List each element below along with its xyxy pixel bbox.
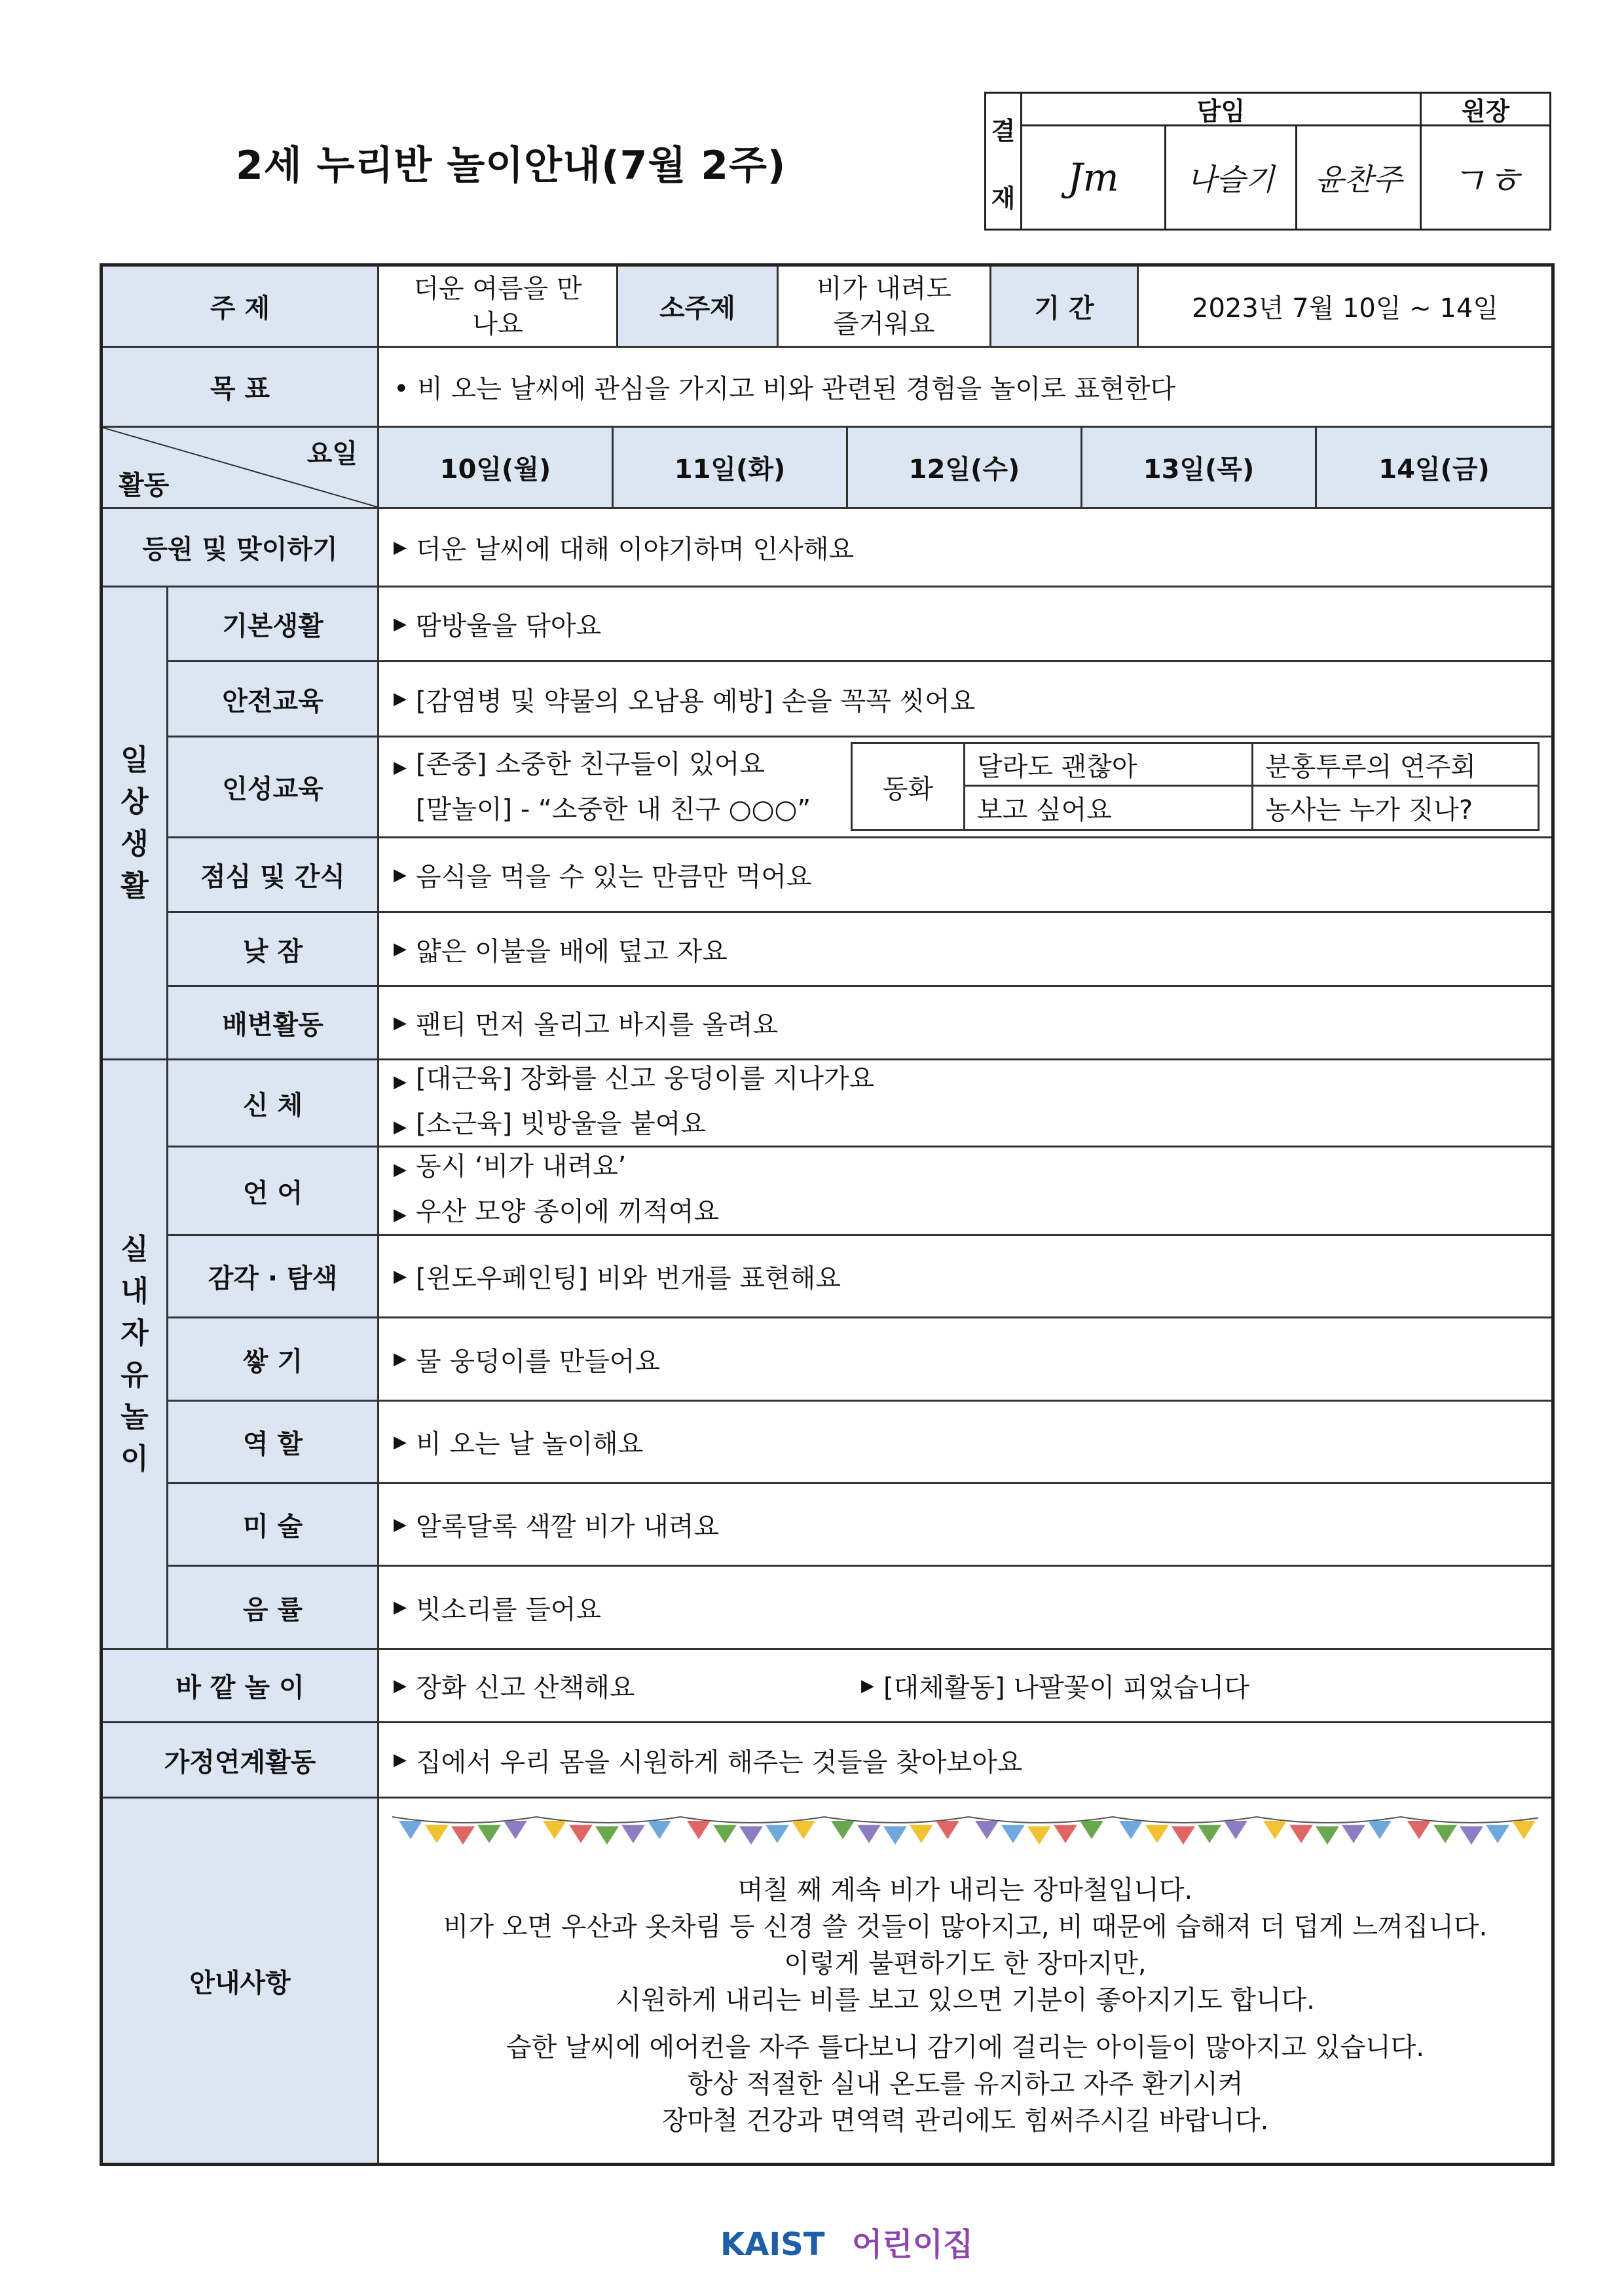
notice-line: 며칠 째 계속 비가 내리는 장마철입니다. (737, 1875, 1193, 1905)
page-title: 2세 누리반 놀이안내(7월 2주) (236, 143, 786, 189)
music-activity: ▶ 빗소리를 들어요 (379, 1567, 1551, 1650)
goal-label: 목 표 (103, 348, 379, 428)
bunting-flag (1119, 1821, 1143, 1839)
blocks-label: 쌓 기 (168, 1318, 379, 1402)
bunting-flag (1316, 1826, 1339, 1844)
role-play-label: 역 할 (168, 1402, 379, 1484)
character-education-line: [말놀이] - “소중한 내 친구 ○○○” (416, 794, 811, 825)
language-line: ▶ 동시 ‘비가 내려요’ (394, 1151, 627, 1182)
character-education-label: 인성교육 (168, 737, 379, 838)
bunting-flag (1054, 1825, 1077, 1843)
bunting-flag (504, 1821, 527, 1839)
topic-value: 더운 여름을 만나요 (379, 267, 618, 348)
role-play-activity: ▶ 비 오는 날 놀이해요 (379, 1402, 1551, 1484)
bunting-flag (739, 1826, 763, 1844)
bunting-flag (1224, 1821, 1247, 1839)
signature-box (1166, 126, 1297, 229)
bunting-flag (1512, 1821, 1536, 1839)
logo-kaist-text: KAIST (720, 2226, 825, 2263)
fairy-tale-title: 달라도 괜찮아 (965, 744, 1253, 787)
fairy-tale-title: 농사는 누가 짓나? (1265, 795, 1473, 825)
bunting-decoration (392, 1812, 1538, 1851)
weekday-label: 요일 (306, 439, 358, 469)
fairy-tale-title: 분홍투루의 연주회 (1253, 744, 1538, 787)
art-label: 미 술 (168, 1484, 379, 1567)
approval-label-bottom: 재 (986, 163, 1022, 229)
signature-box (1422, 126, 1549, 229)
signature-box (1022, 126, 1166, 229)
music-label: 음 률 (168, 1567, 379, 1650)
approval-label-top: 결 (986, 94, 1022, 163)
language-line: ▶ 우산 모양 종이에 끼적여요 (394, 1197, 720, 1227)
subtopic-value: 비가 내려도 즐거워요 (779, 267, 991, 348)
bunting-flag (621, 1825, 645, 1843)
fairy-tale-label: 동화 (853, 744, 965, 829)
physical-activity (379, 1060, 1551, 1148)
subtopic-label: 소주제 (618, 267, 779, 348)
signature-box (1297, 126, 1422, 229)
basic-life-label: 기본생활 (168, 588, 379, 662)
bunting-flag (1263, 1821, 1287, 1839)
bunting-flag (792, 1821, 815, 1839)
weekday-activity-corner (103, 428, 379, 509)
bunting-flag (1289, 1825, 1313, 1843)
bunting-flag (399, 1821, 422, 1839)
notice-label: 안내사항 (103, 1799, 379, 2163)
bunting-flag (595, 1826, 619, 1844)
sensory-label: 감각 · 탐색 (168, 1236, 379, 1318)
arrival-label: 등원 및 맞이하기 (103, 509, 379, 588)
bunting-flag (569, 1825, 593, 1843)
physical-line: ▶ [대근육] 장화를 신고 웅덩이를 지나가요 (394, 1064, 875, 1094)
bunting-flag (713, 1825, 737, 1843)
head-teacher-label: 담임 (1022, 94, 1422, 126)
arrival-activity: ▶ 더운 날씨에 대해 이야기하며 인사해요 (379, 509, 1551, 588)
toileting-activity: ▶ 팬티 먼저 올리고 바지를 올려요 (379, 987, 1551, 1060)
director-label: 원장 (1422, 94, 1549, 126)
topic-label: 주 제 (103, 267, 379, 348)
bunting-flag (687, 1821, 710, 1839)
free-play-group-label: 실 내 자 유 놀 이 (103, 1060, 168, 1650)
language-activity (379, 1148, 1551, 1236)
bunting-flag (1486, 1825, 1509, 1843)
signature: 나슬기 (1187, 162, 1275, 197)
fairy-tale-table (851, 742, 1540, 831)
basic-life-activity: ▶ 땀방울을 닦아요 (379, 588, 1551, 662)
day-column-header: 12일(수) (848, 428, 1082, 509)
bunting-flag (857, 1825, 881, 1843)
bunting-flag (910, 1825, 933, 1843)
signature: 윤찬주 (1314, 162, 1403, 197)
bunting-flag (936, 1821, 959, 1839)
period-label: 기 간 (991, 267, 1139, 348)
nap-activity: ▶ 얇은 이불을 배에 덮고 자요 (379, 913, 1551, 987)
bunting-flag (1027, 1826, 1051, 1844)
signature: Jm (1067, 155, 1119, 200)
bunting-flag (451, 1826, 475, 1844)
bunting-flag (1145, 1825, 1169, 1843)
bunting-flag (477, 1825, 501, 1843)
bunting-flag (1368, 1821, 1392, 1839)
notice-line: 습한 날씨에 에어컨을 자주 틀다보니 감기에 걸리는 아이들이 많아지고 있습니다. (506, 2032, 1425, 2062)
character-education-line: ▶ [존중] 소중한 친구들이 있어요 (394, 749, 766, 779)
bunting-flag (543, 1821, 566, 1839)
signature: ㄱㅎ (1449, 159, 1522, 203)
bunting-flag (1342, 1825, 1365, 1843)
bunting-flag (1172, 1826, 1195, 1844)
day-column-header: 10일(월) (379, 428, 614, 509)
bunting-flag (1001, 1825, 1025, 1843)
activity-label: 활동 (119, 470, 170, 500)
bunting-flag (883, 1826, 907, 1844)
nap-label: 낮 잠 (168, 913, 379, 987)
home-activity-label: 가정연계활동 (103, 1723, 379, 1799)
bunting-flag (425, 1825, 449, 1843)
safety-education-label: 안전교육 (168, 662, 379, 737)
blocks-activity: ▶ 물 웅덩이를 만들어요 (379, 1318, 1551, 1402)
sensory-activity: ▶ [윈도우페인팅] 비와 번개를 표현해요 (379, 1236, 1551, 1318)
bunting-flag (1198, 1825, 1221, 1843)
meal-snack-activity: ▶ 음식을 먹을 수 있는 만큼만 먹어요 (379, 838, 1551, 913)
period-value: 2023년 7월 10일 ~ 14일 (1139, 267, 1551, 348)
physical-line: ▶ [소근육] 빗방울을 붙여요 (394, 1109, 707, 1139)
logo-suffix-text: 어린이집 (851, 2226, 974, 2263)
physical-label: 신 체 (168, 1060, 379, 1148)
bunting-flag (1433, 1825, 1457, 1843)
bunting-flag (1460, 1826, 1483, 1844)
outdoor-play-activity: ▶ 장화 신고 산책해요 ▶ [대체활동] 나팔꽃이 피었습니다 (379, 1650, 1551, 1723)
bunting-flag (831, 1821, 855, 1839)
notice-line: 이렇게 불편하기도 한 장마지만, (784, 1949, 1147, 1979)
bunting-flag (766, 1825, 789, 1843)
weekly-plan-table (100, 263, 1555, 2166)
outdoor-play-label: 바 깥 놀 이 (103, 1650, 379, 1723)
notice-line: 비가 오면 우산과 옷차림 등 신경 쓸 것들이 많아지고, 비 때문에 습해져 더 덥게 느껴집니다. (443, 1912, 1488, 1942)
daily-life-group-label: 일 상 생 활 (103, 588, 168, 1060)
goal-value: • 비 오는 날씨에 관심을 가지고 비와 관련된 경험을 놀이로 표현한다 (379, 348, 1551, 428)
notice-line: 시원하게 내리는 비를 보고 있으면 기분이 좋아지기도 합니다. (616, 1985, 1315, 2015)
bunting-flag (975, 1821, 999, 1839)
notice-content (379, 1799, 1551, 2163)
bunting-flag (648, 1821, 671, 1839)
art-activity: ▶ 알록달록 색깔 비가 내려요 (379, 1484, 1551, 1567)
day-column-header: 14일(금) (1317, 428, 1551, 509)
bunting-flag (1407, 1821, 1431, 1839)
home-activity: ▶ 집에서 우리 몸을 시원하게 해주는 것들을 찾아보아요 (379, 1723, 1551, 1799)
fairy-tale-title: 보고 싶어요 (965, 787, 1253, 829)
toileting-label: 배변활동 (168, 987, 379, 1060)
meal-snack-label: 점심 및 간식 (168, 838, 379, 913)
bunting-flag (1080, 1821, 1103, 1839)
notice-line: 장마철 건강과 면역력 관리에도 힘써주시길 바랍니다. (661, 2106, 1269, 2136)
language-label: 언 어 (168, 1148, 379, 1236)
approval-box (984, 92, 1551, 231)
notice-line: 항상 적절한 실내 온도를 유지하고 자주 환기시켜 (687, 2069, 1244, 2099)
day-column-header: 11일(화) (614, 428, 848, 509)
safety-education-activity: ▶ [감염병 및 약물의 오남용 예방] 손을 꼭꼭 씻어요 (379, 662, 1551, 737)
kaist-logo (720, 2219, 973, 2264)
day-column-header: 13일(목) (1082, 428, 1317, 509)
